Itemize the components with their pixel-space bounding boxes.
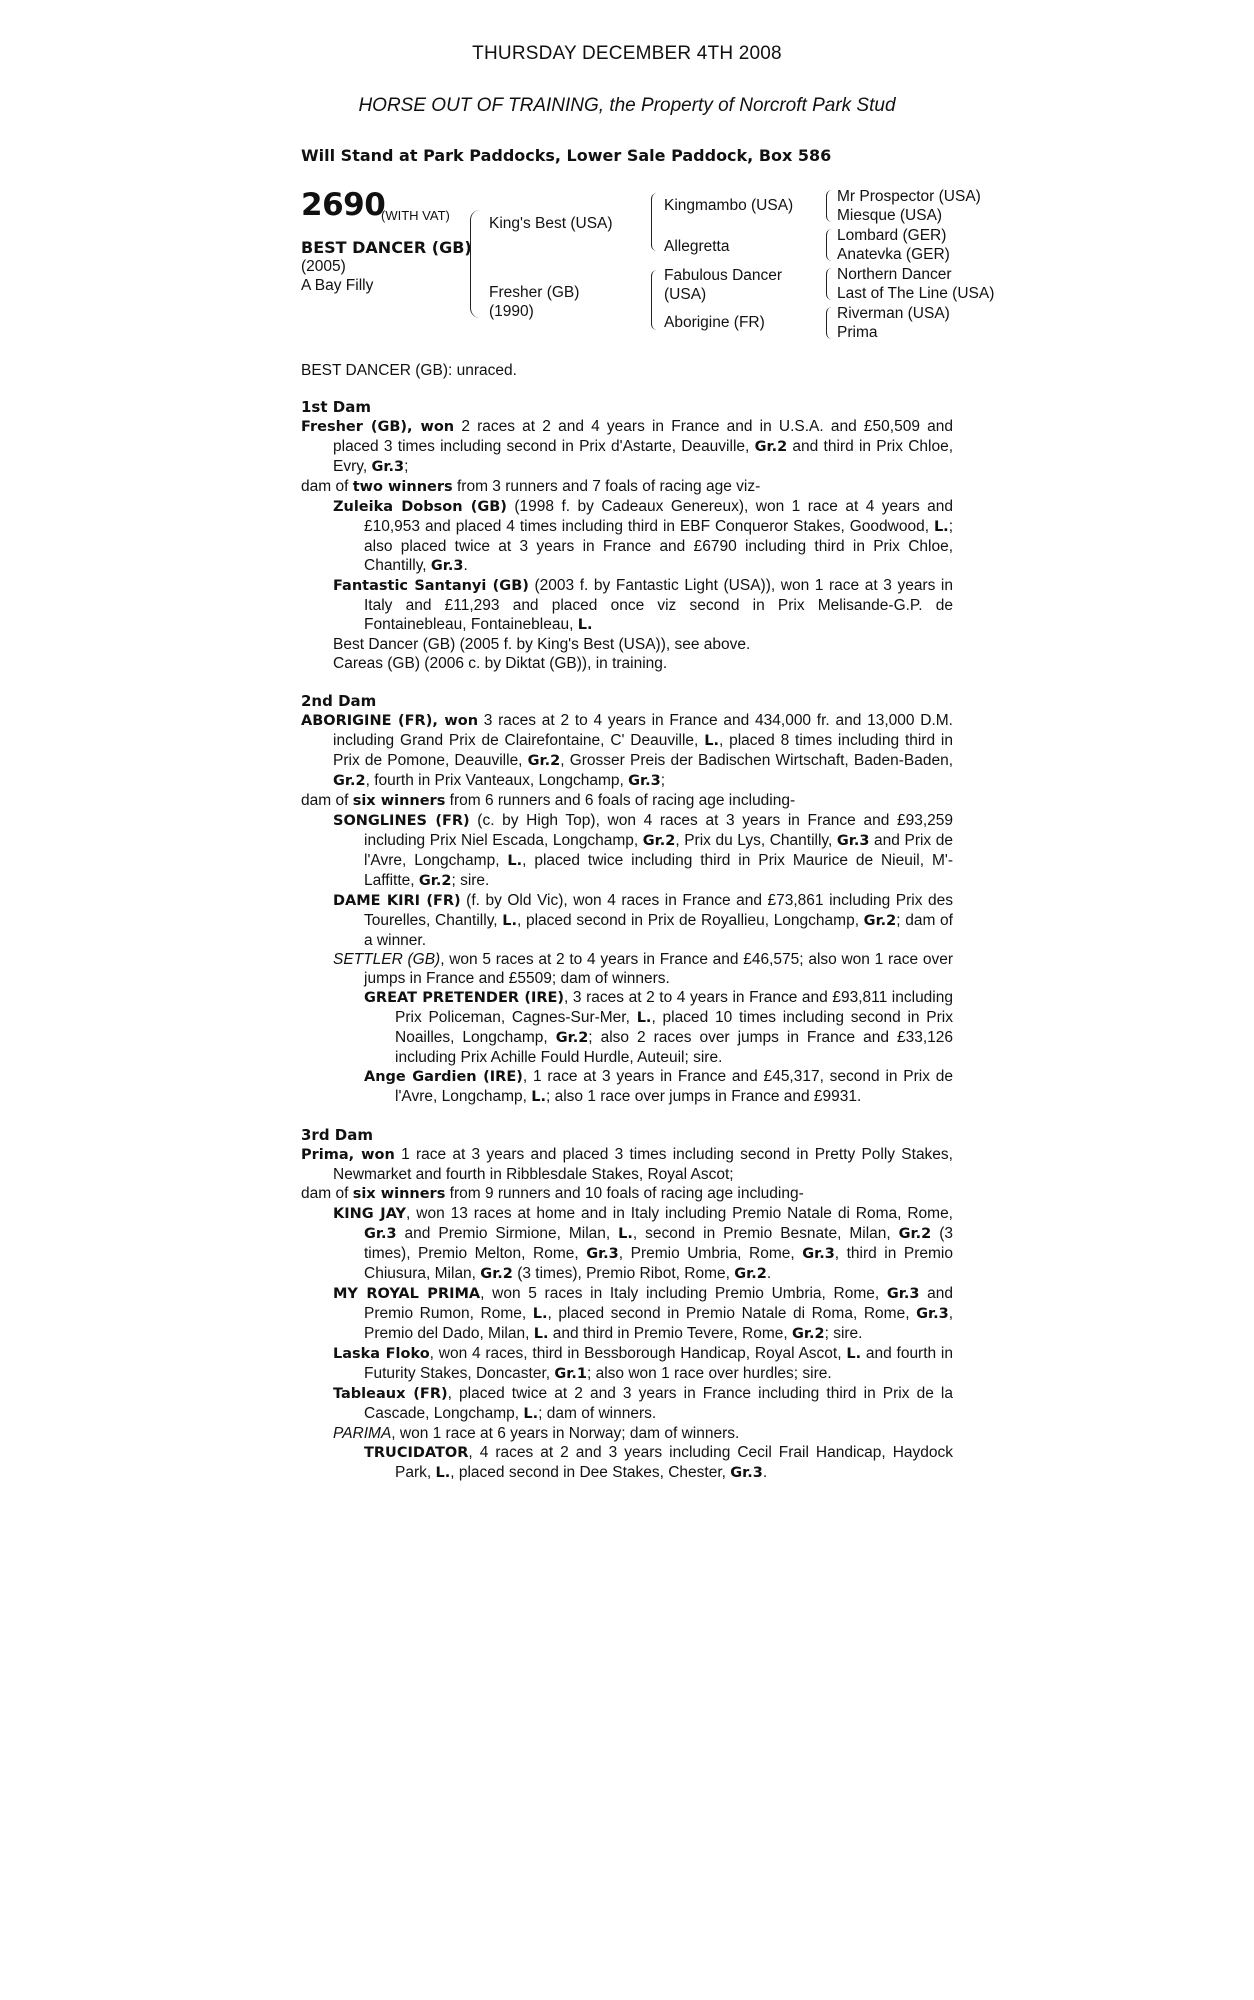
pedigree-dds: Riverman (USA) <box>837 305 950 322</box>
pedigree-dam-dam: Aborigine (FR) <box>664 314 765 331</box>
horse-description: A Bay Filly <box>301 277 374 294</box>
list-item: Tableaux (FR), placed twice at 2 and 3 years in France including third in Prix de la Cascade, Longchamp, L.; dam of winners. <box>333 1385 953 1422</box>
first-dam-name: Fresher (GB) <box>301 419 408 435</box>
list-item: Laska Floko, won 4 races, third in Bessborough Handicap, Royal Ascot, L. and fourth in Futurity Stakes, Doncaster, Gr.1; also won 1 race over hurdles; sire. <box>333 1345 954 1382</box>
list-item: TRUCIDATOR, 4 races at 2 and 3 years including Cecil Frail Handicap, Haydock Park, L., placed second in Dee Stakes, Chester, Gr.3. <box>364 1444 953 1481</box>
list-item: PARIMA, won 1 race at 6 years in Norway; dam of winners. <box>333 1425 740 1442</box>
pedigree-ssd: Miesque (USA) <box>837 207 943 224</box>
list-item: SONGLINES (FR) (c. by High Top), won 4 races at 3 years in France and £93,259 including Prix Niel Escada, Longchamp, Gr.2, Prix du Lys, Chantilly, Gr.3 and Prix de l'Avre, Longchamp, L., placed twice including third in Prix Maurice de Nieuil, M'-Laffitte, Gr.2; sire. <box>333 812 953 889</box>
vat-note: (WITH VAT) <box>381 208 450 223</box>
list-item: Careas (GB) (2006 c. by Diktat (GB)), in training. <box>333 655 668 672</box>
pedigree-brace-3d <box>826 307 835 339</box>
pedigree-brace-2b <box>651 270 660 330</box>
sale-date: THURSDAY DECEMBER 4TH 2008 <box>472 43 782 64</box>
third-dam-heading: 3rd Dam <box>301 1126 373 1144</box>
list-item: SETTLER (GB), won 5 races at 2 to 4 years in France and £46,575; also won 1 race over jumps in France and £5509; dam of winners. <box>333 951 953 987</box>
list-item: Zuleika Dobson (GB) (1998 f. by Cadeaux Genereux), won 1 race at 4 years and £10,953 and placed 4 times including third in EBF Conqueror Stakes, Goodwood, L.; also placed twice at 3 years in France and £6790 including third in Prix Chloe, Chantilly, Gr.3. <box>333 498 953 574</box>
horse-year: (2005) <box>301 258 346 275</box>
pedigree-brace-3c <box>826 268 835 300</box>
list-item: GREAT PRETENDER (IRE), 3 races at 2 to 4 years in France and £93,811 including Prix Policeman, Cagnes-Sur-Mer, L., placed 10 times including second in Prix Noailles, Longchamp, Gr.2; also 2 races over jumps in France and £33,126 including Prix Achille Fould Hurdle, Auteuil; sire. <box>364 989 953 1066</box>
pedigree-brace-3a <box>826 190 835 222</box>
second-dam-produce-summary: dam of six winners from 6 runners and 6 foals of racing age including- <box>301 792 796 809</box>
pedigree-dam-sire: Fabulous Dancer <box>664 267 783 284</box>
list-item: Ange Gardien (IRE), 1 race at 3 years in France and £45,317, second in Prix de l'Avre, Longchamp, L.; also 1 race over jumps in France and £9931. <box>364 1068 954 1105</box>
pedigree-dss: Northern Dancer <box>837 266 952 283</box>
list-item: KING JAY, won 13 races at home and in Italy including Premio Natale di Roma, Rome, Gr.3 and Premio Sirmione, Milan, L., second in Premio Besnate, Milan, Gr.2 (3 times), Premio Melton, Rome, Gr.3, Premio Umbria, Rome, Gr.3, third in Premio Chiusura, Milan, Gr.2 (3 times), Premio Ribot, Rome, Gr.2. <box>333 1205 953 1282</box>
pedigree-brace-1 <box>470 210 483 318</box>
pedigree-brace-3b <box>826 229 835 261</box>
pedigree-sss: Mr Prospector (USA) <box>837 188 981 205</box>
pedigree-brace-2a <box>651 193 660 251</box>
second-dam-record: ABORIGINE (FR), won 3 races at 2 to 4 years in France and 434,000 fr. and 13,000 D.M. including Grand Prix de Clairefontaine, C' Deauville, L., placed 8 times including third in Prix de Pomone, Deauville, Gr.2, Grosser Preis der Badischen Wirtschaft, Baden-Baden, Gr.2, fourth in Prix Vanteaux, Longchamp, Gr.3; <box>301 712 953 789</box>
horse-name: BEST DANCER (GB) <box>301 238 472 257</box>
lot-number: 2690 <box>301 187 386 223</box>
pedigree-sire: King's Best (USA) <box>489 215 613 232</box>
race-record: BEST DANCER (GB): unraced. <box>301 362 517 379</box>
pedigree-sds: Lombard (GER) <box>837 227 947 244</box>
third-dam-record: Prima, won 1 race at 3 years and placed 3 times including second in Pretty Polly Stakes, Newmarket and fourth in Ribblesdale Stakes, Royal Ascot; <box>301 1146 953 1183</box>
pedigree-sire-dam: Allegretta <box>664 238 730 255</box>
third-dam-produce-summary: dam of six winners from 9 runners and 10 foals of racing age including- <box>301 1185 804 1202</box>
first-dam-produce-summary: dam of two winners from 3 runners and 7 foals of racing age viz- <box>301 478 761 495</box>
list-item: DAME KIRI (FR) (f. by Old Vic), won 4 races in France and £73,861 including Prix des Tourelles, Chantilly, L., placed second in Prix de Royallieu, Longchamp, Gr.2; dam of a winner. <box>333 892 953 949</box>
pedigree-dam: Fresher (GB) <box>489 284 580 301</box>
pedigree-ddd: Prima <box>837 324 878 341</box>
pedigree-dam-year: (1990) <box>489 303 534 320</box>
pedigree-sdd: Anatevka (GER) <box>837 246 950 263</box>
pedigree-dam-sire-2: (USA) <box>664 286 707 303</box>
catalogue-body <box>301 398 953 1483</box>
stand-location: Will Stand at Park Paddocks, Lower Sale Paddock, Box 586 <box>301 146 832 165</box>
list-item: Best Dancer (GB) (2005 f. by King's Best (USA)), see above. <box>333 636 751 653</box>
lot-subtitle: HORSE OUT OF TRAINING, the Property of Norcroft Park Stud <box>358 95 896 116</box>
list-item: MY ROYAL PRIMA, won 5 races in Italy including Premio Umbria, Rome, Gr.3 and Premio Rumon, Rome, L., placed second in Premio Natale di Roma, Rome, Gr.3, Premio del Dado, Milan, L. and third in Premio Tevere, Rome, Gr.2; sire. <box>333 1285 953 1342</box>
pedigree-sire-sire: Kingmambo (USA) <box>664 197 794 214</box>
first-dam-record: Fresher (GB), won 2 races at 2 and 4 years in France and in U.S.A. and £50,509 and placed 3 times including second in Prix d'Astarte, Deauville, Gr.2 and third in Prix Chloe, Evry, Gr.3; <box>301 418 954 475</box>
pedigree-dsd: Last of The Line (USA) <box>837 285 995 302</box>
first-dam-heading: 1st Dam <box>301 398 371 416</box>
second-dam-heading: 2nd Dam <box>301 692 377 710</box>
list-item: Fantastic Santanyi (GB) (2003 f. by Fantastic Light (USA)), won 1 race at 3 years in Italy and £11,293 and placed once viz second in Prix Melisande-G.P. de Fontainebleau, Fontainebleau, L. <box>333 577 953 633</box>
